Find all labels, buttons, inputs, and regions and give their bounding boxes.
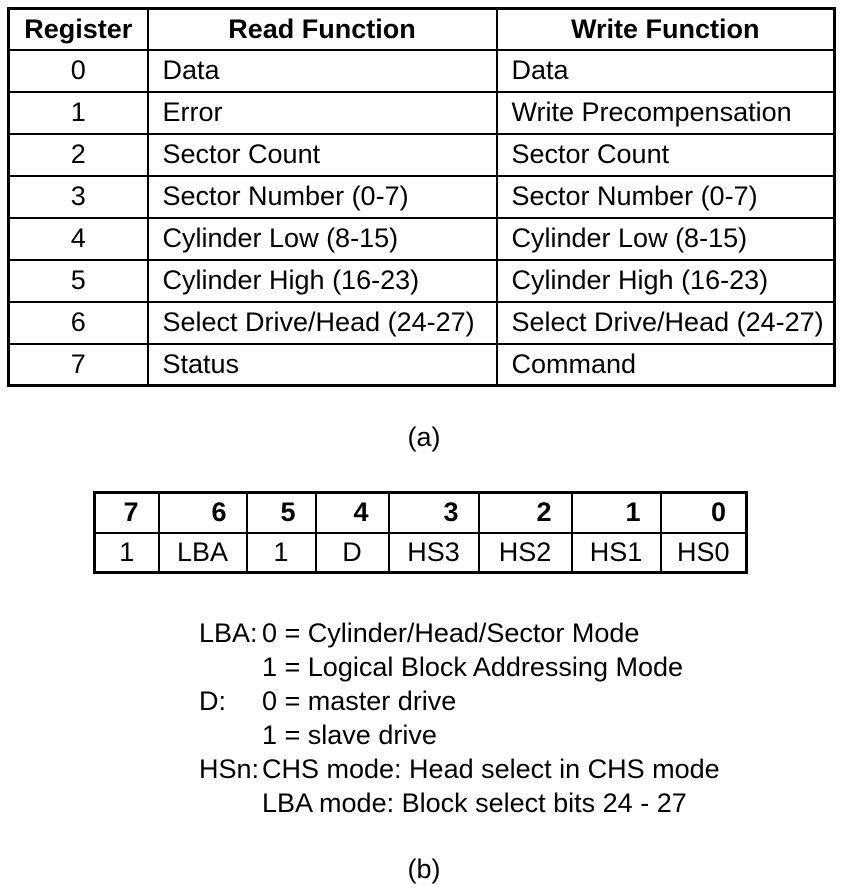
read-function: Sector Count bbox=[148, 134, 497, 176]
legend-line bbox=[199, 718, 720, 752]
read-function: Data bbox=[148, 50, 497, 92]
legend-definition: 0 = Cylinder/Head/Sector Mode bbox=[262, 618, 640, 648]
legend-line bbox=[199, 616, 720, 650]
column-header-read-function: Read Function bbox=[148, 9, 497, 50]
bit-field-legend bbox=[199, 616, 720, 820]
register-number: 6 bbox=[9, 302, 148, 344]
table-row bbox=[9, 134, 835, 176]
register-function-table bbox=[7, 7, 836, 387]
legend-term-lba: LBA: bbox=[199, 618, 258, 648]
table-row bbox=[9, 50, 835, 92]
legend-definition: 1 = slave drive bbox=[262, 720, 437, 750]
bit-number: 6 bbox=[159, 493, 247, 533]
bit-number: 0 bbox=[661, 493, 747, 533]
write-function: Write Precompensation bbox=[497, 92, 835, 134]
bit-field: 1 bbox=[95, 533, 159, 573]
bit-number: 3 bbox=[389, 493, 479, 533]
caption-a: (a) bbox=[407, 422, 441, 452]
write-function: Select Drive/Head (24-27) bbox=[497, 302, 835, 344]
legend-definition: CHS mode: Head select in CHS mode bbox=[262, 754, 720, 784]
legend-term-spacer bbox=[199, 786, 262, 820]
table-row bbox=[9, 92, 835, 134]
drive-head-register-bit-table bbox=[93, 491, 748, 574]
table-header-row bbox=[9, 9, 835, 50]
write-function: Command bbox=[497, 344, 835, 386]
read-function: Select Drive/Head (24-27) bbox=[148, 302, 497, 344]
write-function: Data bbox=[497, 50, 835, 92]
register-number: 2 bbox=[9, 134, 148, 176]
bit-number-row bbox=[95, 493, 747, 533]
table-row bbox=[9, 302, 835, 344]
register-number: 5 bbox=[9, 260, 148, 302]
bit-field: D bbox=[316, 533, 389, 573]
column-header-write-function: Write Function bbox=[497, 9, 835, 50]
bit-number: 5 bbox=[247, 493, 316, 533]
bit-number: 7 bbox=[95, 493, 159, 533]
table-row bbox=[9, 260, 835, 302]
register-number: 0 bbox=[9, 50, 148, 92]
bit-number: 1 bbox=[572, 493, 661, 533]
read-function: Sector Number (0-7) bbox=[148, 176, 497, 218]
write-function: Sector Number (0-7) bbox=[497, 176, 835, 218]
read-function: Status bbox=[148, 344, 497, 386]
legend-definition: 0 = master drive bbox=[262, 686, 457, 716]
register-number: 4 bbox=[9, 218, 148, 260]
legend-line bbox=[199, 684, 720, 718]
read-function: Cylinder Low (8-15) bbox=[148, 218, 497, 260]
bit-field: HS3 bbox=[389, 533, 479, 573]
legend-term-hsn: HSn: bbox=[199, 754, 260, 784]
legend-definition: 1 = Logical Block Addressing Mode bbox=[262, 652, 684, 682]
legend-definition: LBA mode: Block select bits 24 - 27 bbox=[262, 788, 687, 818]
table-row bbox=[9, 218, 835, 260]
bit-field: 1 bbox=[247, 533, 316, 573]
column-header-register: Register bbox=[9, 9, 148, 50]
table-row bbox=[9, 176, 835, 218]
legend-term-spacer bbox=[199, 650, 262, 684]
legend-line bbox=[199, 752, 720, 786]
legend-term-d: D: bbox=[199, 686, 226, 716]
bit-field-row bbox=[95, 533, 747, 573]
register-number: 3 bbox=[9, 176, 148, 218]
bit-field: LBA bbox=[159, 533, 247, 573]
legend-term-spacer bbox=[199, 718, 262, 752]
caption-b: (b) bbox=[407, 854, 441, 884]
register-number: 7 bbox=[9, 344, 148, 386]
bit-number: 2 bbox=[479, 493, 572, 533]
write-function: Sector Count bbox=[497, 134, 835, 176]
bit-number: 4 bbox=[316, 493, 389, 533]
read-function: Cylinder High (16-23) bbox=[148, 260, 497, 302]
legend-line bbox=[199, 650, 720, 684]
write-function: Cylinder High (16-23) bbox=[497, 260, 835, 302]
table-row bbox=[9, 344, 835, 386]
register-number: 1 bbox=[9, 92, 148, 134]
bit-field: HS0 bbox=[661, 533, 747, 573]
write-function: Cylinder Low (8-15) bbox=[497, 218, 835, 260]
legend-line bbox=[199, 786, 720, 820]
bit-field: HS1 bbox=[572, 533, 661, 573]
read-function: Error bbox=[148, 92, 497, 134]
bit-field: HS2 bbox=[479, 533, 572, 573]
